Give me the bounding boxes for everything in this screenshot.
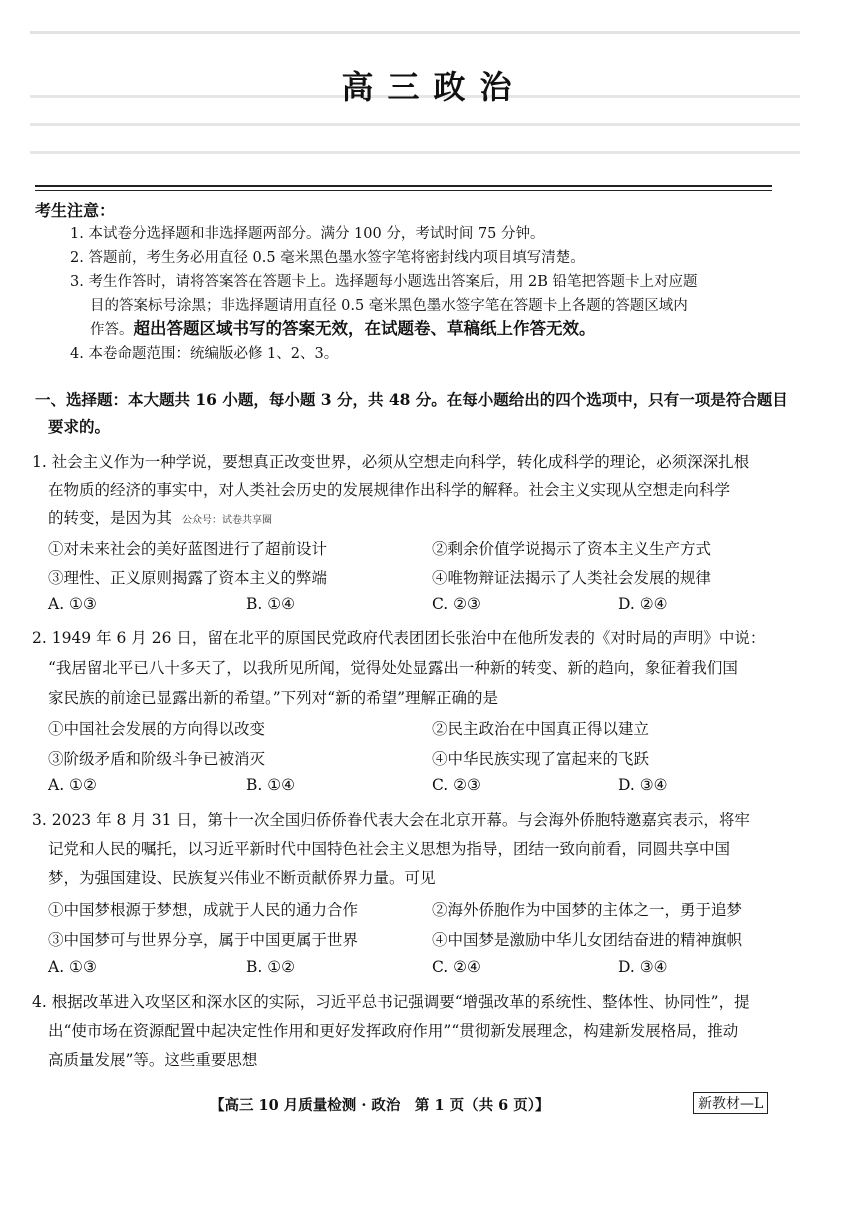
choice-a[interactable]: A. ①③ (48, 958, 97, 976)
question-3-text: 记党和人民的嘱托，以习近平新时代中国特色社会主义思想为指导，团结一致向前看，同圆共享中国 (48, 840, 731, 858)
statement: ②海外侨胞作为中国梦的主体之一，勇于追梦 (432, 901, 743, 919)
statement: ③阶级矛盾和阶级斗争已被消灭 (48, 750, 266, 768)
question-4-text: 出“使市场在资源配置中起决定性作用和更好发挥政府作用”“贯彻新发展理念，构建新发展格局，推动 (48, 1022, 739, 1040)
edition-tag: 新教材—L (693, 1092, 768, 1114)
choice-d[interactable]: D. ③④ (618, 958, 668, 976)
bleed-through-texture (30, 118, 807, 132)
statement: ②民主政治在中国真正得以建立 (432, 720, 650, 738)
watermark-text: 公众号：试卷共享圈 (182, 515, 273, 526)
notice-item-end (90, 315, 596, 339)
bleed-through-texture (30, 146, 807, 160)
statement: ④中华民族实现了富起来的飞跃 (432, 750, 650, 768)
notice-warning: 超出答题区域书写的答案无效，在试题卷、草稿纸上作答无效。 (133, 319, 596, 338)
question-2-text: “我居留北平已八十多天了，以我所见所闻，觉得处处显露出一种新的转变、新的趋向，象征着我们国 (48, 659, 738, 677)
statement: ③理性、正义原则揭露了资本主义的弊端 (48, 569, 328, 587)
statement: ①对未来社会的美好蓝图进行了超前设计 (48, 540, 328, 558)
choice-d[interactable]: D. ③④ (618, 776, 668, 794)
header-rule (35, 190, 772, 191)
bleed-through-texture (30, 26, 807, 40)
choice-a[interactable]: A. ①③ (48, 595, 97, 613)
notice-item: 2. 答题前，考生务必用直径 0.5 毫米黑色墨水签字笔将密封线内项目填写清楚。 (70, 250, 585, 266)
notice-item-end-prefix: 作答。 (90, 322, 134, 338)
notice-item: 1. 本试卷分选择题和非选择题两部分。满分 100 分，考试时间 75 分钟。 (70, 226, 545, 242)
question-1-text: 在物质的经济的事实中，对人类社会历史的发展规律作出科学的解释。社会主义实现从空想走向科学 (48, 481, 731, 499)
question-4-text: 4. 根据改革进入攻坚区和深水区的实际，习近平总书记强调要“增强改革的系统性、整体性、协同性”，提 (32, 993, 750, 1011)
choice-d[interactable]: D. ②④ (618, 595, 668, 613)
question-3-text: 3. 2023 年 8 月 31 日，第十一次全国归侨侨眷代表大会在北京开幕。与会海外侨胞特邀嘉宾表示，将牢 (32, 811, 750, 829)
page-footer: 【高三 10 月质量检测 · 政治 第 1 页（共 6 页）】 (210, 1097, 550, 1114)
question-4-text: 高质量发展”等。这些重要思想 (48, 1051, 258, 1069)
notice-heading: 考生注意： (35, 201, 116, 220)
statement: ①中国社会发展的方向得以改变 (48, 720, 266, 738)
choice-a[interactable]: A. ①② (48, 776, 97, 794)
question-1-text: 1. 社会主义作为一种学说，要想真正改变世界，必须从空想走向科学，转化成科学的理论，必须深深扎根 (32, 453, 750, 471)
choice-b[interactable]: B. ①② (246, 958, 296, 976)
page-title: 高三政治 (341, 68, 526, 106)
choice-b[interactable]: B. ①④ (246, 776, 296, 794)
question-2-text: 2. 1949 年 6 月 26 日，留在北平的原国民党政府代表团团长张治中在他所发表的《对时局的声明》中说： (32, 629, 766, 647)
notice-item: 3. 考生作答时，请将答案答在答题卡上。选择题每小题选出答案后，用 2B 铅笔把答题卡上对应题 (70, 274, 698, 290)
question-1-stem-text: 的转变，是因为其 (48, 509, 173, 527)
statement: ④中国梦是激励中华儿女团结奋进的精神旗帜 (432, 931, 743, 949)
choice-b[interactable]: B. ①④ (246, 595, 296, 613)
section-heading: 一、选择题：本大题共 16 小题，每小题 3 分，共 48 分。在每小题给出的四个选项中，只有一项是符合题目 (35, 390, 788, 409)
question-1-stem-end (48, 506, 272, 528)
notice-item-cont: 目的答案标号涂黑；非选择题请用直径 0.5 毫米黑色墨水签字笔在答题卡上各题的答题区域内 (90, 298, 688, 314)
section-heading-cont: 要求的。 (48, 417, 111, 436)
statement: ②剩余价值学说揭示了资本主义生产方式 (432, 540, 712, 558)
notice-item: 4. 本卷命题范围：统编版必修 1、2、3。 (70, 346, 339, 362)
header-rule (35, 185, 772, 187)
question-2-text: 家民族的前途已显露出新的希望。”下列对“新的希望”理解正确的是 (48, 689, 499, 707)
statement: ①中国梦根源于梦想，成就于人民的通力合作 (48, 901, 359, 919)
choice-c[interactable]: C. ②④ (432, 958, 481, 976)
statement: ④唯物辩证法揭示了人类社会发展的规律 (432, 569, 712, 587)
statement: ③中国梦可与世界分享，属于中国更属于世界 (48, 931, 359, 949)
question-3-text: 梦，为强国建设、民族复兴伟业不断贡献侨界力量。可见 (48, 869, 436, 887)
choice-c[interactable]: C. ②③ (432, 776, 481, 794)
choice-c[interactable]: C. ②③ (432, 595, 481, 613)
